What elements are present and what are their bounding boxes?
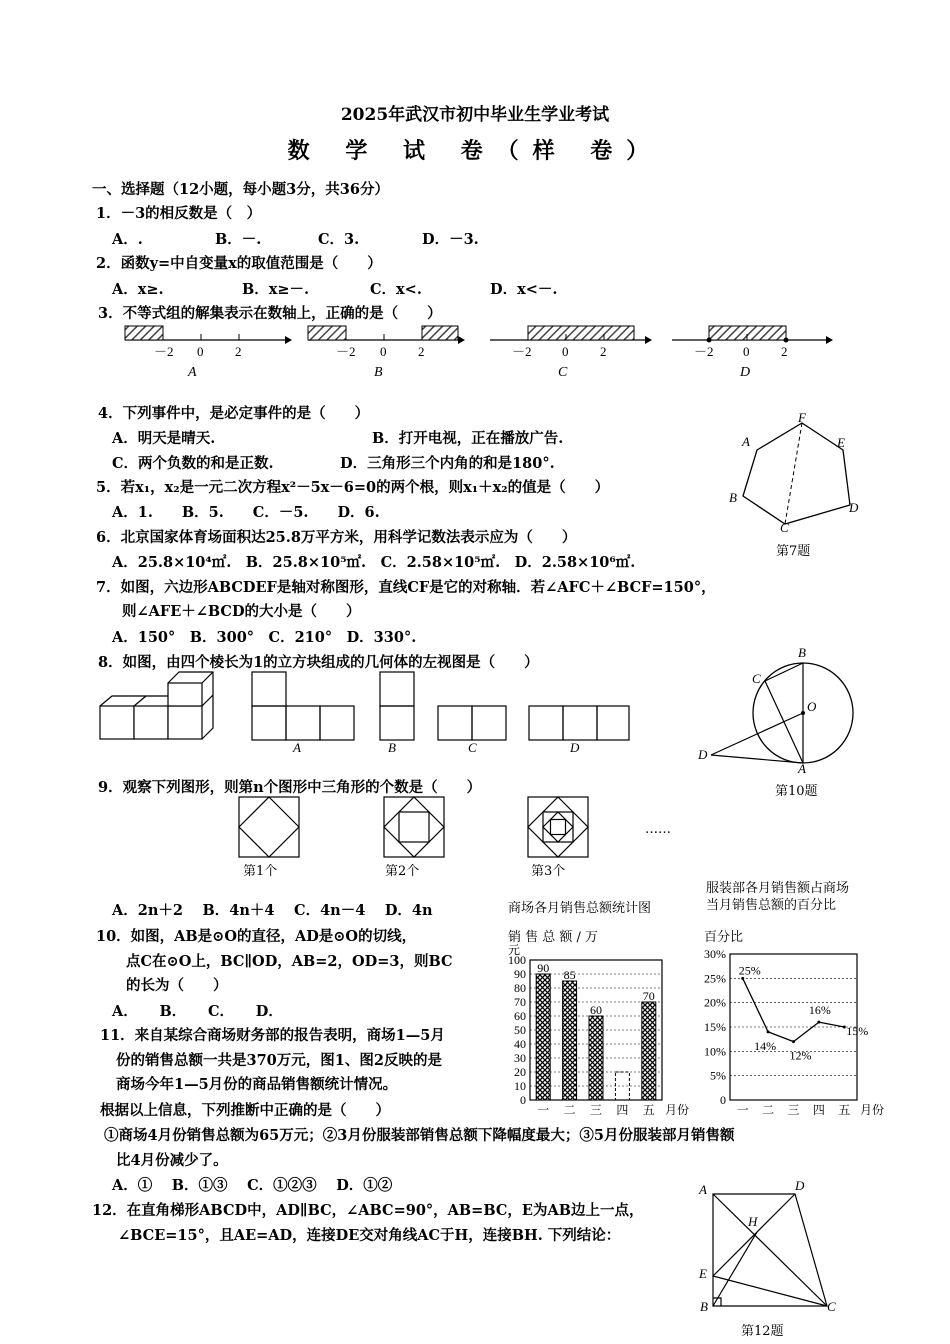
q12-label-d: D (795, 1178, 805, 1193)
q11-line6: 比4月份减少了。 (116, 1152, 228, 1169)
q4-option-c: C．两个负数的和是正数. (112, 455, 274, 472)
exam-subtitle: 数 学 试 卷（样 卷） (287, 138, 663, 164)
q7-label-f: F (798, 410, 806, 425)
q3-letter-b: B (374, 365, 383, 380)
q7-hexagon-figure (725, 410, 865, 550)
q7-label-b: B (729, 490, 737, 505)
line-ytick-label: 0 (720, 1093, 726, 1107)
line-ytick-label: 15% (704, 1020, 726, 1034)
q12-trapezoid-figure (695, 1180, 845, 1320)
bar-5 (642, 1002, 656, 1100)
q9-figures (238, 796, 658, 866)
q3-d-tick-0: 0 (743, 344, 750, 359)
q11-line5: ①商场4月份销售总额为65万元；②3月份服装部销售总额下降幅度最大；③5月份服装部月销售额 (104, 1127, 735, 1144)
q3-c-tick-2: 2 (600, 344, 607, 359)
q1-stem: 1．－3的相反数是（ ） (96, 205, 262, 222)
q9-options: A．2n＋2 B．4n＋4 C．4n－4 D．4n (112, 902, 433, 919)
q3-c-tick-neg2: －2 (512, 344, 532, 359)
q1-option-c: C．3. (318, 231, 360, 248)
q4-option-d: D．三角形三个内角的和是180°. (340, 455, 555, 472)
bar-1 (536, 974, 550, 1100)
q7-label-a: A (742, 434, 750, 449)
numberline-b (308, 326, 465, 380)
q3-a-tick-neg2: －2 (154, 344, 174, 359)
bar-ytick-label: 80 (514, 981, 526, 995)
q10-label-b: B (798, 645, 806, 660)
bar-xlabel: 月份 (665, 1103, 690, 1117)
bar-xtick-label: 二 (563, 1103, 576, 1117)
q12-label-c: C (827, 1299, 836, 1314)
q10-label-c: C (752, 671, 761, 686)
q10-label-o: O (807, 699, 817, 714)
q3-d-tick-2: 2 (781, 344, 788, 359)
q8-letter-c: C (468, 740, 477, 755)
line-xtick-label: 一 (736, 1103, 749, 1117)
bar-ytick-label: 70 (514, 995, 526, 1009)
q9-figure-2 (384, 797, 444, 857)
q9-caption-2: 第2个 (385, 864, 420, 879)
q12-line1: 12．在直角梯形ABCD中，AD∥BC，∠ABC=90°，AB=BC，E为AB边上一点， (92, 1202, 644, 1219)
q3-a-tick-0: 0 (197, 344, 204, 359)
bar-ytick-label: 30 (514, 1051, 526, 1065)
q9-ellipsis: …… (645, 822, 671, 837)
q1-option-d: D．－3. (422, 231, 479, 248)
q6-options: A．25.8×10⁴㎡. B．25.8×10⁵㎡. C．2.58×10⁵㎡. D．2.58×10⁶㎡. (112, 554, 636, 571)
q8-stem: 8．如图，由四个棱长为1的立方块组成的几何体的左视图是（ ） (98, 654, 539, 671)
q3-b-tick-0: 0 (380, 344, 387, 359)
q6-stem: 6．北京国家体育场面积达25.8万平方米，用科学记数法表示应为（ ） (96, 529, 577, 546)
bar-ytick-label: 60 (514, 1009, 526, 1023)
bar-xtick-label: 四 (616, 1103, 629, 1117)
bar-ytick-label: 90 (514, 967, 526, 981)
q8-letter-b: B (388, 740, 396, 755)
q12-label-a: A (699, 1182, 707, 1197)
bar-data-label: 90 (537, 961, 550, 975)
q3-letter-d: D (740, 365, 751, 380)
line-chart-title-1: 服装部各月销售额占商场 (706, 881, 850, 896)
q12-label-b: B (700, 1299, 708, 1314)
line-xtick-label: 二 (762, 1103, 775, 1117)
line-chart-ylabel: 百分比 (704, 930, 744, 945)
line-ytick-label: 30% (704, 947, 726, 961)
line-data-label: 12% (789, 1048, 812, 1063)
q7-stem: 7．如图，六边形ABCDEF是轴对称图形，直线CF是它的对称轴．若∠AFC＋∠BCF=150°， (96, 579, 716, 596)
q7-label-d: D (849, 500, 859, 515)
q9-caption-3: 第3个 (531, 864, 566, 879)
q3-letter-a: A (188, 365, 197, 380)
line-ytick-label: 25% (704, 971, 726, 986)
q10-line3: 的长为（ ） (126, 977, 228, 994)
bar-ytick-label: 40 (514, 1037, 526, 1051)
line-ytick-label: 5% (710, 1068, 726, 1083)
q9-figure-3 (528, 797, 588, 857)
numberline-a (125, 326, 292, 380)
line-data-label: 15% (846, 1024, 869, 1038)
q5-options: A．1. B．5. C．－5. D．6. (112, 504, 380, 521)
q3-b-tick-neg2: －2 (336, 344, 356, 359)
line-point-4 (817, 1021, 820, 1024)
q11-line1: 11．来自某综合商场财务部的报告表明，商场1—5月 (100, 1027, 445, 1044)
bar-xtick-label: 一 (537, 1103, 550, 1117)
bar-ytick-label: 50 (514, 1023, 526, 1037)
q11-line2: 份的销售总额一共是370万元，图1、图2反映的是 (116, 1052, 442, 1069)
line-xlabel: 月份 (860, 1103, 885, 1117)
q5-stem: 5．若x₁，x₂是一元二次方程x²－5x－6=0的两个根，则x₁＋x₂的值是（ ） (96, 479, 610, 496)
bar-3 (589, 1016, 603, 1100)
q3-letter-c: C (558, 365, 568, 380)
q7-options: A．150° B．300° C．210° D．330°. (112, 629, 417, 646)
line-chart-title-2: 当月销售总额的百分比 (706, 898, 837, 913)
line-point-3 (792, 1040, 795, 1043)
q8-figures (95, 668, 655, 758)
q2-option-c: C．x<. (370, 281, 422, 298)
q11-line4: 根据以上信息，下列推断中正确的是（ ） (100, 1102, 390, 1119)
q10-circle-figure (695, 645, 845, 775)
line-xtick-label: 三 (787, 1103, 800, 1117)
bar-xtick-label: 三 (589, 1103, 603, 1117)
q7-label-e: E (837, 435, 845, 450)
bar-chart-title: 商场各月销售总额统计图 (508, 901, 652, 916)
q9-caption-1: 第1个 (243, 864, 278, 879)
q3-c-tick-0: 0 (562, 344, 569, 359)
q11-options: A．① B．①③ C．①②③ D．①② (112, 1177, 393, 1194)
bar-chart-ylabel: 销 售 总 额 / 万 (508, 930, 599, 945)
q2-stem: 2．函数y=中自变量x的取值范围是（ ） (96, 255, 382, 272)
q2-option-b: B．x≥－. (242, 281, 310, 298)
q8-letter-a: A (293, 740, 301, 755)
bar-ytick-label: 0 (520, 1093, 526, 1107)
q7-caption: 第7题 (776, 544, 811, 559)
q10-line1: 10．如图，AB是⊙O的直径，AD是⊙O的切线， (96, 928, 417, 945)
q3-b-tick-2: 2 (418, 344, 425, 359)
numberline-d (672, 326, 833, 380)
q7-label-c: C (780, 520, 789, 535)
q8-solid (100, 672, 213, 739)
q3-stem: 3．不等式组的解集表示在数轴上，正确的是（ ） (98, 305, 442, 322)
q2-option-d: D．x<－. (490, 281, 558, 298)
q10-label-a: A (798, 761, 806, 776)
line-point-2 (767, 1030, 770, 1033)
q1-option-a: A．. (112, 231, 143, 248)
line-data-label: 14% (754, 1038, 777, 1053)
line-ytick-label: 10% (704, 1044, 726, 1059)
bar-data-label: 70 (642, 989, 655, 1003)
line-data-label: 25% (738, 963, 761, 978)
q12-label-h: H (748, 1214, 758, 1229)
bar-ytick-label: 10 (514, 1079, 526, 1093)
q2-option-a: A．x≥. (112, 281, 164, 298)
q7-stem-2: 则∠AFE＋∠BCD的大小是（ ） (122, 603, 361, 620)
line-xtick-label: 五 (838, 1103, 851, 1117)
line-ytick-label: 20% (704, 995, 726, 1010)
q4-option-a: A．明天是晴天. (112, 430, 216, 447)
bar-ytick-label: 100 (508, 953, 526, 967)
line-data-label: 16% (808, 1003, 831, 1018)
numberline-c (490, 326, 652, 380)
q10-options: A． B． C． D． (112, 1003, 283, 1020)
line-xtick-label: 四 (812, 1103, 825, 1117)
q8-option-d-figure (529, 706, 629, 740)
q9-figure-1 (239, 797, 299, 857)
q3-d-tick-neg2: －2 (694, 344, 714, 359)
q8-option-b-figure (380, 672, 414, 740)
bar-chart (500, 940, 700, 1120)
q12-line2: ∠BCE=15°，且AE=AD，连接DE交对角线AC于H，连接BH. 下列结论： (118, 1227, 621, 1244)
bar-xtick-label: 五 (642, 1103, 655, 1117)
q3-number-lines (0, 318, 950, 378)
bar-data-label: 85 (563, 968, 576, 982)
bar-ytick-label: 20 (514, 1065, 526, 1079)
q3-a-tick-2: 2 (235, 344, 242, 359)
q1-option-b: B．－. (215, 231, 262, 248)
exam-title: 2025年武汉市初中毕业生学业考试 (340, 105, 610, 125)
q8-letter-d: D (570, 740, 580, 755)
q9-stem: 9．观察下列图形，则第n个图形中三角形的个数是（ ） (98, 779, 482, 796)
q10-caption: 第10题 (775, 784, 818, 799)
q12-label-e: E (699, 1266, 707, 1281)
q12-caption: 第12题 (741, 1324, 784, 1339)
q4-stem: 4．下列事件中，是必定事件的是（ ） (98, 405, 370, 422)
q8-option-a-figure (252, 672, 354, 740)
q4-option-b: B．打开电视，正在播放广告. (372, 430, 564, 447)
section-heading: 一、选择题（12小题，每小题3分，共36分） (92, 181, 389, 198)
q10-label-d: D (698, 747, 708, 762)
q8-option-c-figure (438, 706, 506, 740)
q11-line3: 商场今年1—5月份的商品销售额统计情况。 (116, 1076, 398, 1093)
q10-line2: 点C在⊙O上，BC∥OD，AB=2，OD=3，则BC (126, 953, 453, 970)
line-chart (695, 940, 905, 1120)
bar-ytop-label: 元 (508, 943, 521, 957)
bar-2 (563, 981, 577, 1100)
bar-data-label: 60 (590, 1003, 602, 1017)
